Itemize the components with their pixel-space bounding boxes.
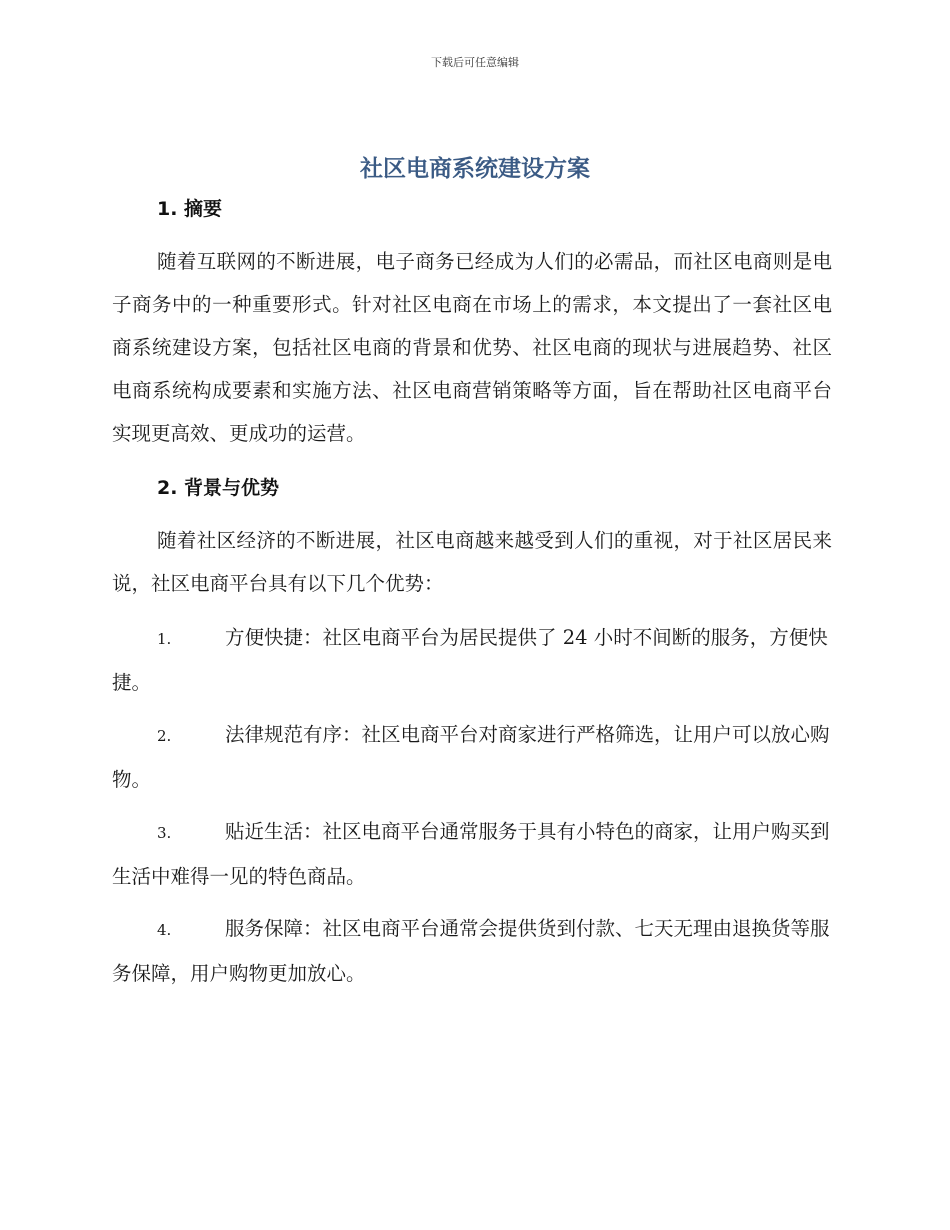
background-paragraph: 随着社区经济的不断进展，社区电商越来越受到人们的重视，对于社区居民来说，社区电商平台具有以下几个优势： (112, 529, 832, 595)
section-heading-summary: 1. 摘要 (157, 198, 223, 220)
list-item-text: 贴近生活：社区电商平台通常服务于具有小特色的商家，让用户购买到生活中难得一见的特色商品。 (112, 820, 830, 888)
list-item-text: 法律规范有序：社区电商平台对商家进行严格筛选，让用户可以放心购物。 (112, 723, 830, 791)
list-item-text: 方便快捷：社区电商平台为居民提供了 24 小时不间断的服务，方便快捷。 (112, 626, 828, 694)
list-item (112, 713, 832, 801)
list-item (112, 907, 832, 995)
document-title: 社区电商系统建设方案 (360, 156, 590, 182)
list-item-number: 2. (157, 727, 172, 745)
list-item (112, 616, 832, 704)
list-item-number: 4. (157, 921, 172, 939)
summary-paragraph: 随着互联网的不断进展，电子商务已经成为人们的必需品，而社区电商则是电子商务中的一种重要形式。针对社区电商在市场上的需求，本文提出了一套社区电商系统建设方案，包括社区电商的背景和优势、社区电商的现状与进展趋势、社区电商系统构成要素和实施方法、社区电商营销策略等方面，旨在帮助社区电商平台实现更高效、更成功的运营。 (112, 250, 832, 445)
section-heading-background: 2. 背景与优势 (157, 477, 280, 499)
list-item-number: 1. (157, 630, 172, 648)
list-item (112, 810, 832, 898)
list-item-number: 3. (157, 824, 172, 842)
list-item-text: 服务保障：社区电商平台通常会提供货到付款、七天无理由退换货等服务保障，用户购物更加放心。 (112, 917, 830, 985)
header-note: 下载后可任意编辑 (431, 56, 519, 69)
